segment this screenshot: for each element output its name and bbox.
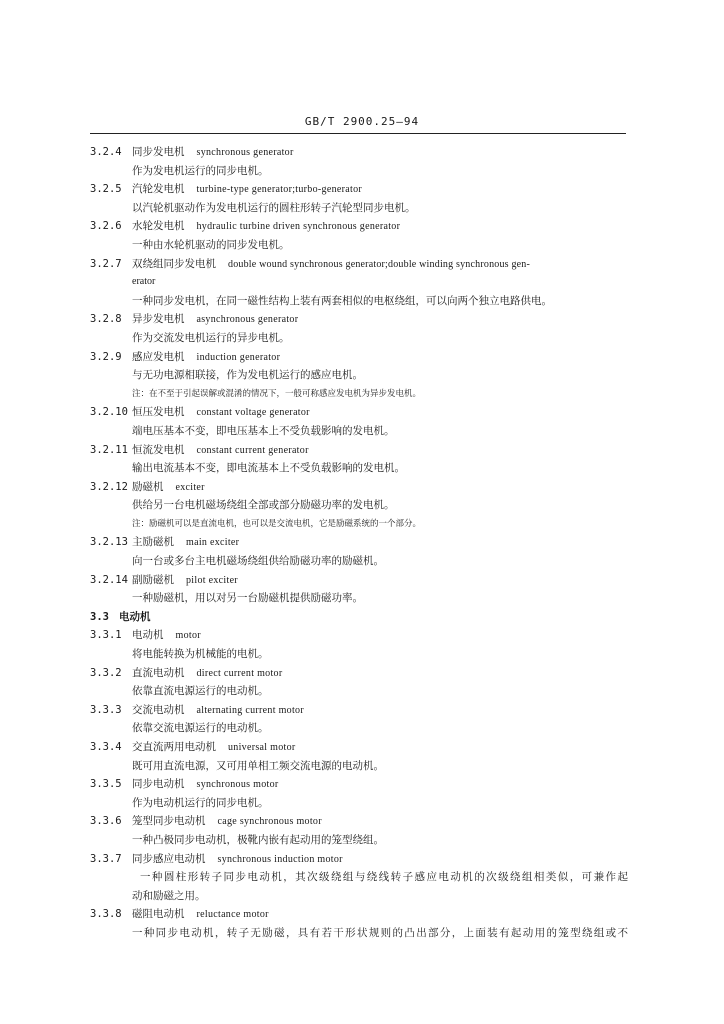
document-line bbox=[0, 348, 724, 367]
document-line bbox=[0, 385, 724, 404]
document-line bbox=[0, 403, 724, 422]
term-definition: 一种由水轮机驱动的同步发电机。 bbox=[132, 238, 290, 251]
term-chinese: 汽轮发电机 bbox=[132, 183, 185, 196]
document-line bbox=[0, 701, 724, 720]
term-chinese: 励磁机 bbox=[132, 480, 164, 493]
term-number: 3.2.7 bbox=[90, 257, 122, 270]
term-heading bbox=[132, 701, 304, 721]
term-english: alternating current motor bbox=[196, 704, 304, 716]
term-heading bbox=[132, 255, 530, 275]
section-title: 电动机 bbox=[118, 610, 151, 623]
term-number: 3.2.6 bbox=[90, 220, 122, 233]
document-line bbox=[0, 664, 724, 683]
document-line bbox=[0, 329, 724, 348]
document-line bbox=[0, 143, 724, 162]
term-definition: 一种圆柱形转子同步电动机，其次级绕组与绕线转子感应电动机的次级绕组相类似，可兼作起 bbox=[140, 871, 628, 884]
term-heading bbox=[132, 738, 296, 758]
document-line bbox=[0, 571, 724, 590]
document-line bbox=[0, 310, 724, 329]
document-line bbox=[0, 441, 724, 460]
document-line bbox=[0, 180, 724, 199]
term-number: 3.2.8 bbox=[90, 313, 122, 326]
term-number: 3.3.1 bbox=[90, 629, 122, 642]
term-definition: 供给另一台电机磁场绕组全部或部分励磁功率的发电机。 bbox=[132, 499, 395, 512]
term-chinese: 水轮发电机 bbox=[132, 220, 185, 233]
document-line bbox=[0, 552, 724, 571]
term-definition: 既可用直流电源，又可用单相工频交流电源的电动机。 bbox=[132, 759, 384, 772]
term-heading bbox=[132, 478, 205, 498]
document-line bbox=[0, 236, 724, 255]
term-definition: 作为电动机运行的同步电机。 bbox=[132, 796, 269, 809]
document-line bbox=[0, 162, 724, 181]
document-line bbox=[0, 719, 724, 738]
term-definition: 作为发电机运行的同步电机。 bbox=[132, 164, 269, 177]
document-line bbox=[0, 850, 724, 869]
document-line bbox=[0, 422, 724, 441]
document-line bbox=[0, 255, 724, 274]
term-number: 3.3.3 bbox=[90, 703, 122, 716]
term-english: double wound synchronous generator;double winding synchronous gen- bbox=[228, 258, 531, 270]
term-english: synchronous generator bbox=[196, 147, 294, 158]
term-chinese: 副励磁机 bbox=[132, 573, 174, 586]
term-number: 3.3.4 bbox=[90, 741, 122, 753]
term-chinese: 同步感应电动机 bbox=[132, 852, 206, 865]
term-chinese: 主励磁机 bbox=[132, 536, 174, 549]
term-english: main exciter bbox=[186, 537, 240, 549]
document-line bbox=[0, 478, 724, 497]
term-english: synchronous motor bbox=[196, 779, 279, 791]
document-line bbox=[0, 905, 724, 924]
term-heading bbox=[132, 180, 362, 200]
document-line bbox=[0, 738, 724, 757]
term-chinese: 同步发电机 bbox=[132, 146, 185, 158]
term-number: 3.3.5 bbox=[90, 778, 122, 791]
document-line bbox=[0, 645, 724, 664]
document-line bbox=[0, 775, 724, 794]
term-note: 注：励磁机可以是直流电机，也可以是交流电机，它是励磁系统的一个部分。 bbox=[132, 518, 422, 529]
document-line bbox=[0, 533, 724, 552]
term-chinese: 磁阻电动机 bbox=[132, 908, 185, 921]
document-line bbox=[0, 626, 724, 645]
document-line bbox=[0, 589, 724, 608]
term-chinese: 双绕组同步发电机 bbox=[132, 257, 216, 270]
term-chinese: 电动机 bbox=[132, 629, 164, 642]
term-definition: 以汽轮机驱动作为发电机运行的圆柱形转子汽轮型同步电机。 bbox=[132, 201, 416, 214]
term-definition: 一种励磁机，用以对另一台励磁机提供励磁功率。 bbox=[132, 592, 363, 605]
term-english: constant voltage generator bbox=[196, 407, 310, 419]
term-heading bbox=[132, 533, 239, 553]
term-heading bbox=[132, 310, 298, 330]
header-rule bbox=[90, 133, 626, 134]
term-chinese: 感应发电机 bbox=[132, 350, 185, 363]
term-definition: 作为交流发电机运行的异步电机。 bbox=[132, 331, 290, 344]
document-body bbox=[0, 143, 724, 943]
term-chinese: 异步发电机 bbox=[132, 313, 185, 326]
term-english: turbine-type generator;turbo-generator bbox=[196, 184, 362, 196]
term-note: 注：在不至于引起误解或混淆的情况下，一般可称感应发电机为异步发电机。 bbox=[132, 388, 422, 399]
term-chinese: 交流电动机 bbox=[132, 703, 185, 716]
term-english: synchronous induction motor bbox=[217, 853, 343, 865]
document-line bbox=[0, 608, 724, 627]
term-definition: 与无功电源相联接，作为发电机运行的感应电机。 bbox=[132, 369, 363, 382]
term-number: 3.3.8 bbox=[90, 908, 122, 921]
term-definition: 向一台或多台主电机磁场绕组供给励磁功率的励磁机。 bbox=[132, 555, 384, 568]
term-english: direct current motor bbox=[196, 667, 283, 679]
term-definition: 依靠交流电源运行的电动机。 bbox=[132, 722, 269, 735]
term-definition: 一种同步电动机，转子无励磁，具有若干形状规则的凸出部分，上面装有起动用的笼型绕组或不 bbox=[132, 926, 628, 939]
term-heading bbox=[132, 217, 400, 237]
term-number: 3.3.2 bbox=[90, 666, 122, 679]
document-line bbox=[0, 366, 724, 385]
term-chinese: 笼型同步电动机 bbox=[132, 815, 206, 828]
term-heading bbox=[132, 664, 282, 684]
term-definition: 动和励磁之用。 bbox=[132, 889, 206, 902]
document-line bbox=[0, 496, 724, 515]
term-definition: 依靠直流电源运行的电动机。 bbox=[132, 685, 269, 698]
section-number: 3.3 bbox=[90, 610, 109, 623]
document-line bbox=[0, 292, 724, 311]
document-line bbox=[0, 831, 724, 850]
term-heading bbox=[132, 850, 343, 870]
term-definition: 一种同步发电机，在同一磁性结构上装有两套相似的电枢绕组，可以向两个独立电路供电。 bbox=[132, 294, 552, 307]
term-number: 3.2.13 bbox=[90, 536, 128, 549]
term-english: asynchronous generator bbox=[196, 314, 299, 326]
term-english: motor bbox=[175, 630, 201, 642]
term-heading bbox=[132, 775, 279, 795]
term-number: 3.2.9 bbox=[90, 350, 122, 363]
term-english: pilot exciter bbox=[186, 574, 238, 586]
document-line bbox=[0, 682, 724, 701]
document-line bbox=[0, 273, 724, 292]
term-number: 3.3.7 bbox=[90, 852, 122, 865]
term-chinese: 同步电动机 bbox=[132, 778, 185, 791]
term-definition: 端电压基本不变，即电压基本上不受负载影响的发电机。 bbox=[132, 424, 395, 437]
term-heading bbox=[132, 812, 322, 832]
term-number: 3.2.12 bbox=[90, 480, 128, 493]
term-number: 3.2.4 bbox=[90, 146, 122, 158]
document-line bbox=[0, 868, 724, 887]
term-heading bbox=[132, 143, 294, 163]
document-line bbox=[0, 812, 724, 831]
term-english: induction generator bbox=[196, 351, 281, 363]
term-heading bbox=[132, 905, 269, 925]
document-line bbox=[0, 887, 724, 906]
term-heading bbox=[132, 441, 309, 461]
term-number: 3.2.5 bbox=[90, 183, 122, 196]
term-definition: 一种凸极同步电动机，极靴内嵌有起动用的笼型绕组。 bbox=[132, 833, 384, 846]
term-heading bbox=[132, 403, 310, 423]
document-line bbox=[0, 924, 724, 943]
document-line bbox=[0, 199, 724, 218]
term-definition: 输出电流基本不变，即电流基本上不受负载影响的发电机。 bbox=[132, 462, 405, 475]
standard-code-header: GB/T 2900.25—94 bbox=[304, 115, 420, 128]
term-number: 3.2.11 bbox=[90, 443, 128, 456]
term-definition: 将电能转换为机械能的电机。 bbox=[132, 648, 269, 661]
term-english: hydraulic turbine driven synchronous generator bbox=[196, 221, 401, 233]
term-chinese: 恒压发电机 bbox=[132, 406, 185, 419]
term-heading bbox=[132, 571, 238, 591]
term-chinese: 直流电动机 bbox=[132, 666, 185, 679]
term-number: 3.2.10 bbox=[90, 406, 128, 419]
term-english-continued: erator bbox=[132, 276, 156, 288]
term-heading bbox=[132, 626, 201, 646]
document-line bbox=[0, 217, 724, 236]
term-english: exciter bbox=[175, 481, 205, 493]
term-heading bbox=[132, 348, 280, 368]
term-chinese: 交直流两用电动机 bbox=[132, 741, 216, 753]
term-chinese: 恒流发电机 bbox=[132, 443, 185, 456]
term-number: 3.2.14 bbox=[90, 573, 128, 586]
document-line bbox=[0, 757, 724, 776]
document-line bbox=[0, 459, 724, 478]
term-english: constant current generator bbox=[196, 444, 309, 456]
term-number: 3.3.6 bbox=[90, 815, 122, 828]
document-line bbox=[0, 794, 724, 813]
section-heading bbox=[90, 608, 150, 627]
document-line bbox=[0, 515, 724, 534]
term-english: reluctance motor bbox=[196, 909, 269, 921]
term-english: universal motor bbox=[228, 742, 296, 753]
term-english: cage synchronous motor bbox=[217, 816, 322, 828]
